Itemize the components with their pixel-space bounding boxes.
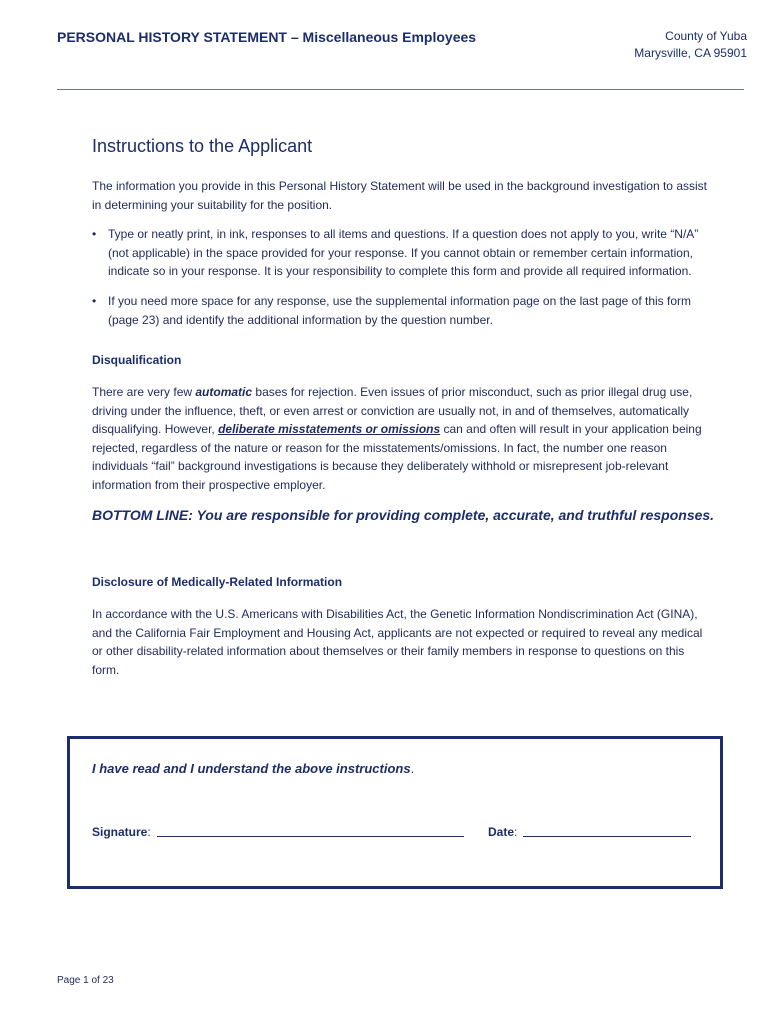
page-number: Page 1 of 23 [57,975,114,986]
bullet-text: If you need more space for any response, use the supplemental information page on the last page of this form (page 23) and identify the additional information by the question number. [108,294,692,327]
bottom-line-text: : You are responsible for providing complete, accurate, and truthful responses. [188,507,715,523]
acknowledgement-text: I have read and I understand the above instructions [92,761,411,776]
date-label [488,825,517,839]
disqualification-heading: Disqualification [92,353,182,367]
instruction-bullet [92,225,714,281]
emphasis-automatic: automatic [195,385,253,399]
disqualification-text-part: There are very few [92,385,196,399]
disqualification-text-part: can and often will result in your application being rejected, regardless of the nature or reason for the misstatements/omissions. In fact, the number one reason individuals “fail” background investigations is because they deliberately withhold or misrepresent job-relevant information from their prospective employer. [92,422,702,492]
county-name: County of Yuba [665,29,747,43]
signature-label-text: Signature [92,825,148,839]
signature-label [92,825,151,839]
acknowledgement-box [67,736,723,889]
bullet-dot-icon: • [92,227,97,241]
county-address [634,28,747,62]
date-label-text: Date [488,825,515,839]
instructions-heading: Instructions to the Applicant [92,136,313,156]
disqualification-text-part: bases for rejection. Even issues of prior misconduct, such as prior illegal drug use, driving under the influence, theft, or even arrest or conviction are usually not, in and of themselves, automatically disqualifying. However, [92,385,693,436]
emphasis-deliberate: deliberate misstatements or omissions [218,422,441,436]
date-colon: : [514,825,518,839]
date-field[interactable] [523,836,691,837]
bullet-text: Type or neatly print, in ink, responses to all items and questions. If a question does not apply to you, write “N/A” (not applicable) in the space provided for your response. If you cannot obtain or remember certain information, indicate so in your response. It is your responsibility to complete this form and provide all required information. [108,227,699,278]
disclosure-text: In accordance with the U.S. Americans with Disabilities Act, the Genetic Information Nondiscrimination Act (GINA), and the California Fair Employment and Housing Act, applicants are not expected or required to reveal any medical or other disability-related information about themselves or their family members in response to questions on this form. [92,607,703,677]
county-city: Marysville, CA 95901 [634,46,747,60]
bottom-line-statement [92,507,714,523]
disqualification-text [92,383,714,494]
bottom-line-label: BOTTOM LINE [92,507,189,523]
acknowledgement-statement [92,761,414,776]
header-divider [57,89,744,90]
instruction-bullet [92,292,714,329]
signature-colon: : [147,825,151,839]
signature-field[interactable] [157,836,464,837]
instructions-intro: The information you provide in this Personal History Statement will be used in the background investigation to assist in determining your suitability for the position. [92,179,707,212]
acknowledgement-period: . [410,761,415,776]
disclosure-heading: Disclosure of Medically-Related Information [92,575,343,589]
document-title: PERSONAL HISTORY STATEMENT – Miscellaneous Employees [57,29,477,45]
bullet-dot-icon: • [92,294,97,308]
